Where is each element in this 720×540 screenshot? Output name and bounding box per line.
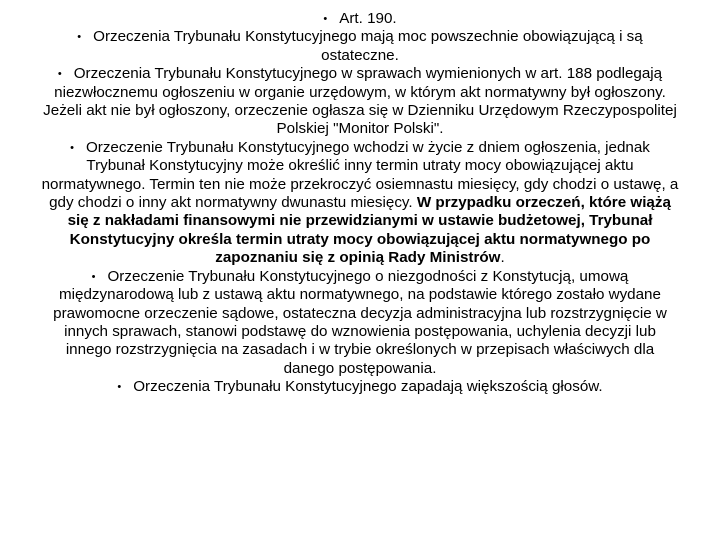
bullet-icon: •: [91, 270, 96, 283]
article-title-item: [40, 10, 680, 28]
bullet-icon: •: [70, 141, 74, 154]
bullet-icon: •: [77, 31, 82, 44]
paragraph-3: • Orzeczenie Trybunału Konstytucyjnego wchodzi w życie z dniem ogłoszenia, jednak Trybunał Konstytucyjny może określić inny termin utraty mocy obowiązującej aktu normatywnego. Termin ten nie może przekroczyć osiemnastu miesięcy, gdy chodzi o ustawę, a gdy chodzi o inny akt normatywny dwunastu miesięcy. W przypadku orzeczeń, które wiążą się z nakładami finansowymi nie przewidzianymi w ustawie budżetowej, Trybunał Konstytucyjny określa termin utraty mocy obowiązującej aktu normatywnego po zapoznaniu się z opinią Rady Ministrów.: [41, 138, 679, 267]
bullet-icon: •: [117, 381, 122, 394]
paragraph-5: [40, 378, 680, 396]
paragraph-2: [40, 65, 680, 139]
article-title: Art. 190.: [339, 10, 397, 27]
paragraph-1: [40, 28, 680, 65]
bullet-icon: •: [57, 68, 62, 81]
paragraph-2-text: Orzeczenia Trybunału Konstytucyjnego w sprawach wymienionych w art. 188 podlegają niezwłocznemu ogłoszeniu w organie urzędowym, w którym akt normatywny był ogłoszony. Jeżeli akt nie był ogłoszony, orzeczenie ogłasza się w Dzienniku Urzędowym Rzeczypospolitej Polskiej "Monitor Polski".: [43, 65, 677, 138]
paragraph-5-text: Orzeczenia Trybunału Konstytucyjnego zapadają większością głosów.: [133, 378, 603, 396]
article-text-block: [40, 10, 680, 397]
paragraph-1-text: Orzeczenia Trybunału Konstytucyjnego mają moc powszechnie obowiązującą i są ostateczne.: [93, 28, 643, 64]
paragraph-4-text: Orzeczenie Trybunału Konstytucyjnego o niezgodności z Konstytucją, umową międzynarodową lub z ustawą aktu normatywnego, na podstawie którego zostało wydane prawomocne orzeczenie sądowe, ostateczna decyzja administracyjna lub rozstrzygnięcie w innych sprawach, stanowi podstawę do wznowienia postępowania, uchylenia decyzji lub innego rozstrzygnięcia na zasadach i w trybie określonych w przepisach właściwych dla danego postępowania.: [53, 267, 667, 377]
paragraph-4: [40, 268, 680, 378]
paragraph-3-bold-text: W przypadku orzeczeń, które wiążą się z nakładami finansowymi nie przewidzianymi w ustawie budżetowej, Trybunał Konstytucyjny określa termin utraty mocy obowiązującej aktu normatywnego po zapoznaniu się z opinią Rady Ministrów: [67, 194, 671, 267]
paragraph-3-text: Orzeczenie Trybunału Konstytucyjnego wchodzi w życie z dniem ogłoszenia, jednak Trybunał Konstytucyjny może określić inny termin utraty mocy obowiązującej aktu normatywnego. Termin ten nie może przekroczyć osiemnastu miesięcy, gdy chodzi o ustawę, a gdy chodzi o inny akt normatywny dwunastu miesięcy.: [41, 138, 679, 212]
bullet-icon: •: [323, 13, 328, 25]
